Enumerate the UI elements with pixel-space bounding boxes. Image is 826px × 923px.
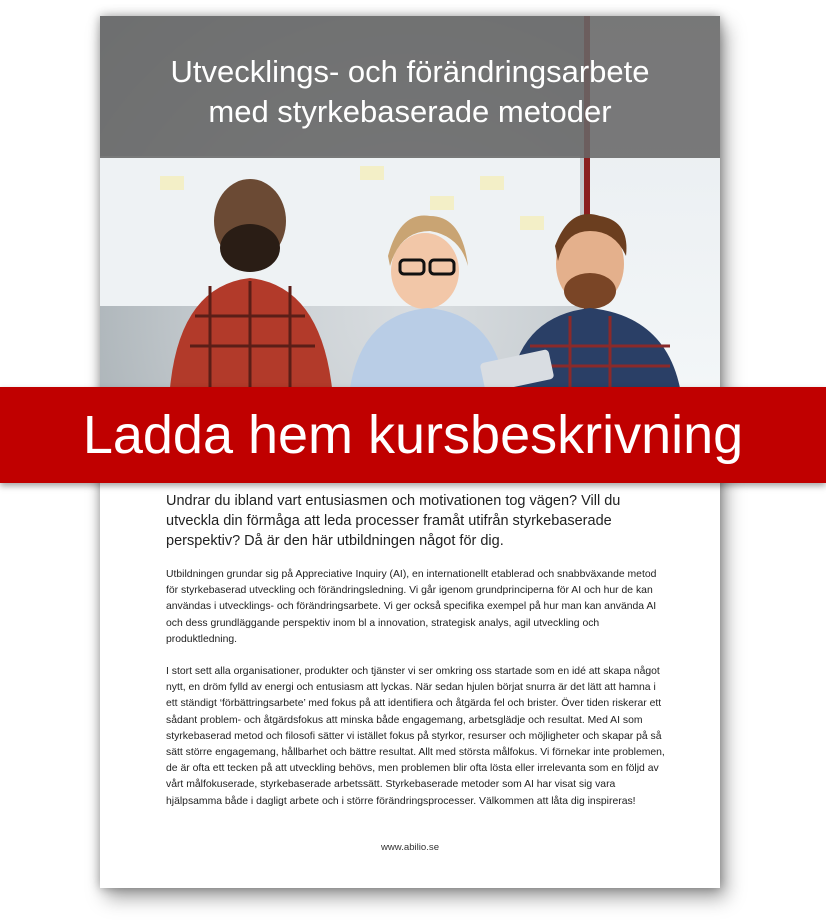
body-paragraph-2: I stort sett alla organisationer, produkter och tjänster vi ser omkring oss startade som en idé att skapa något nytt, en dröm fylld av energi och entusiasm att lyckas. När sedan hjulen börjat snurra är det lätt att hamna i ett ständigt ‘förbättringsarbete’ med fokus på att identifiera och åtgärda fel och brister. Över tiden riskerar ett sådant problem- och åtgärdsfokus att minska både engagemang, arbetsglädje och resultat. Med AI som styrkebaserad metod och filosofi sätter vi istället fokus på styrkor, resurser och möjligheter och skapar på så sätt större engagemang, hållbarhet och bättre resultat. Allt med största målfokus. Vi förnekar inte problemen, de är ofta ett tecken på att utveckling behövs, men problemen blir ofta lösta eller irrelevanta som en följd av vårt målfokuserade, styrkebaserade arbetssätt. Styrkebaserade metoder som AI har visat sig vara hjälpsamma både i dagligt arbete och i större förändringsprocesser. Välkommen att låta dig inspireras! (166, 666, 665, 807)
body-paragraph-1: Utbildningen grundar sig på Appreciative Inquiry (AI), en internationellt etablerad och snabbväxande metod för styrkebaserad utveckling och förändringsledning. Vi går igenom grundprinciperna för AI och hur de kan användas i utvecklings- och förändringsarbete. Vi ger också specifika exempel på hur man kan använda AI och dess grundläggande perspektiv inom bl a innovation, strategisk analys, agil utveckling och produktledning. (166, 569, 657, 645)
document-title-line-1: Utvecklings- och förändringsarbete (170, 54, 650, 89)
lead-paragraph: Undrar du ibland vart entusiasmen och motivationen tog vägen? Vill du utveckla din förmåga att leda processer framåt utifrån styrkebaserade perspektiv? Då är den här utbildningen något för dig. (166, 493, 621, 549)
document-title-line-2: med styrkebaserade metoder (208, 94, 612, 129)
footer-url[interactable]: www.abilio.se (380, 842, 440, 853)
download-banner-label: Ladda hem kursbeskrivning (82, 405, 744, 465)
hero-photo (100, 16, 720, 388)
title-band (100, 16, 720, 158)
download-course-description-button[interactable] (0, 387, 826, 483)
document-body (166, 491, 666, 826)
